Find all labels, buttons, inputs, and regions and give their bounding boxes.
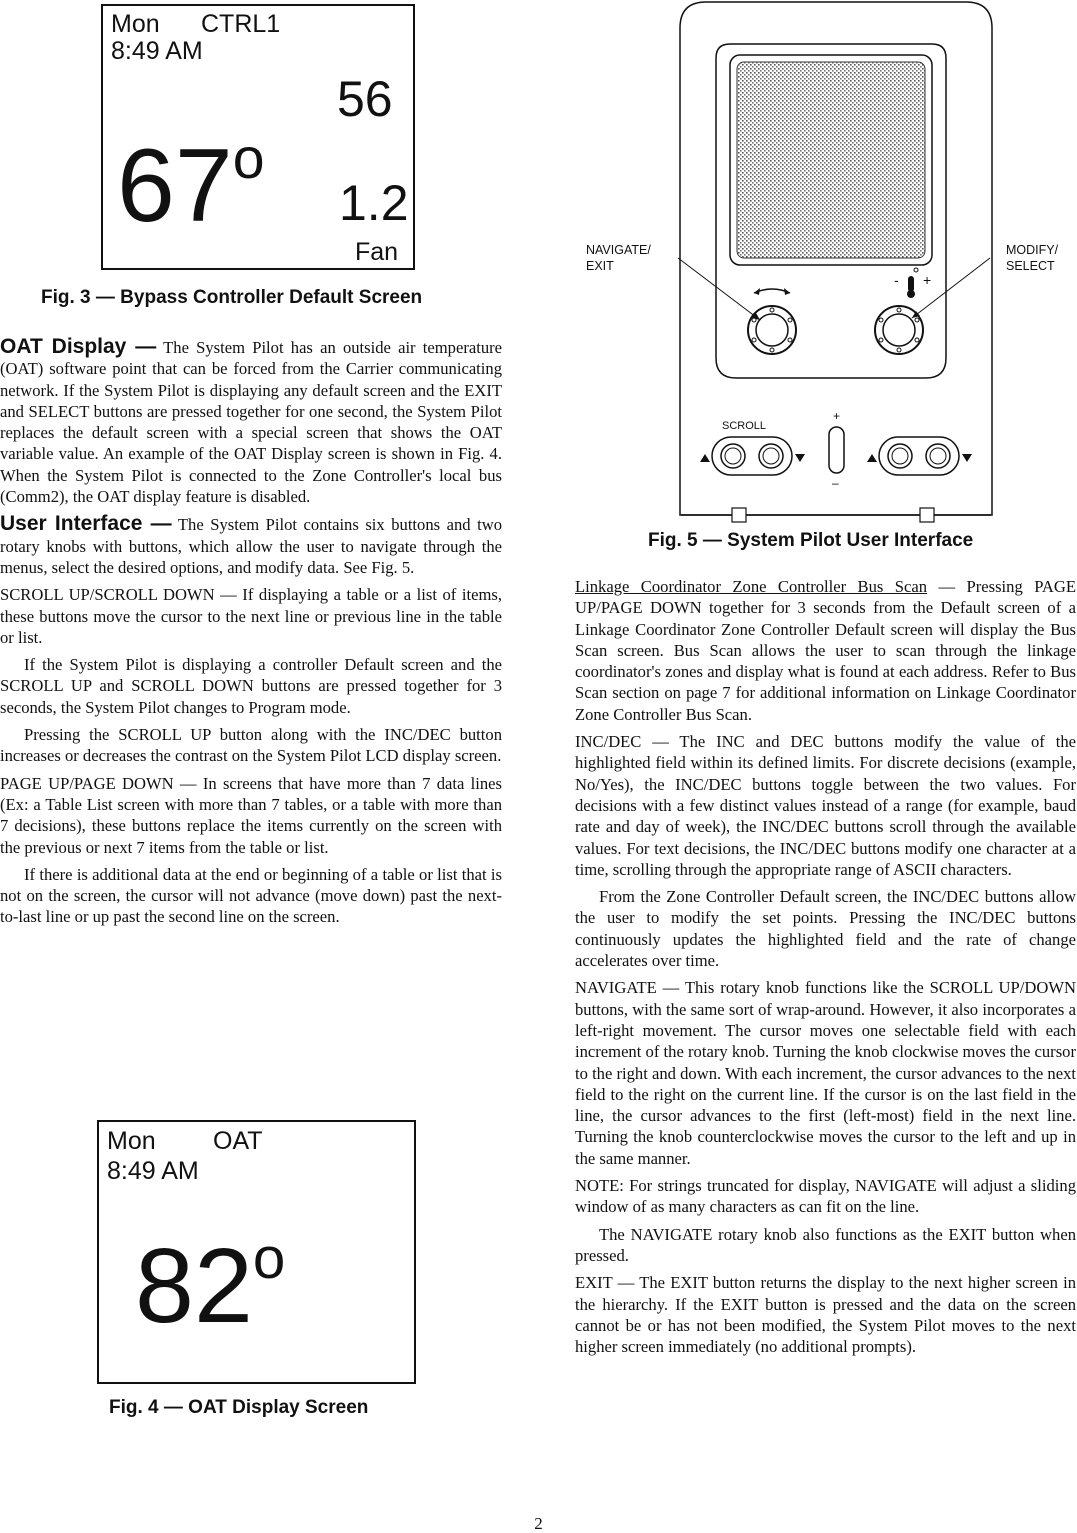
screen-oat-temperature: 82$^o$: [135, 1225, 286, 1345]
page-paragraph-1: PAGE UP/PAGE DOWN — In screens that have more than 7 data lines (Ex: a Table List screen with more than 7 tables, or a table with more than 7 decisions), these buttons replace the items currently on the screen with the previous or next 7 items from the table or list.: [0, 773, 502, 857]
navigate-exit-knob[interactable]: [748, 306, 796, 354]
linkage-title: Linkage Coordinator Zone Controller Bus Scan: [575, 577, 928, 596]
page-down-button[interactable]: [926, 444, 950, 468]
oat-display-screen: [97, 1120, 416, 1384]
incdec-paragraph-1: INC/DEC — The INC and DEC buttons modify the value of the highlighted field within its defined limits. For discrete decisions (example, No/Yes), the INC/DEC buttons toggle between the two values. For decisions with a few distinct values instead of a range (for example, baud rate and day of week), the INC/DEC buttons scroll through the available values. For text decisions, the INC/DEC buttons modify one character at a time, scrolling through the appropriate range of ASCII characters.: [575, 732, 1076, 879]
right-indicator-square: [920, 508, 934, 522]
note-paragraph: NOTE: For strings truncated for display, NAVIGATE will adjust a sliding window of as many characters as can fit on the line.: [575, 1176, 1076, 1217]
fig5-caption: Fig. 5 — System Pilot User Interface: [648, 530, 974, 551]
screen-day: Mon: [107, 1127, 156, 1155]
screen-mode: Fan: [355, 238, 399, 266]
navigate-label: NAVIGATE/: [586, 243, 651, 257]
screen-oat-label: OAT: [213, 1127, 263, 1155]
scroll-up-button[interactable]: [721, 444, 745, 468]
scroll-label: SCROLL: [722, 420, 767, 432]
system-pilot-diagram: [582, 0, 1077, 525]
system-pilot-device: [582, 0, 1077, 525]
plus-sign: +: [923, 272, 932, 288]
page-up-button[interactable]: [888, 444, 912, 468]
screen-day: Mon: [111, 10, 160, 38]
screen-time: 8:49 AM: [107, 1157, 199, 1185]
left-text-column: [0, 336, 502, 934]
degree-symbol: o: [252, 1225, 286, 1291]
screen-airflow-value: 1.2: [339, 175, 409, 231]
fig3-caption: Fig. 3 — Bypass Controller Default Screen: [41, 287, 423, 308]
dec-sign: –: [832, 476, 839, 490]
fig4-caption: Fig. 4 — OAT Display Screen: [109, 1397, 369, 1418]
incdec-paragraph-2: From the Zone Controller Default screen, the INC/DEC buttons allow the user to modify the set points. Pressing the INC/DEC buttons continuously updates the highlighted field and the rate of change accelerates over time.: [575, 887, 1076, 971]
screen-time: 8:49 AM: [111, 37, 203, 65]
navigate-paragraph-1: NAVIGATE — This rotary knob functions like the SCROLL UP/DOWN buttons, with the same sort of wrap-around. However, it also incorporates a left-right movement. The cursor moves one selectable field with each increment of the rotary knob. Turning the knob clockwise moves the cursor to the right and down. With each increment, the cursor advances to the next field to the right on the current line. If the cursor is on the last field in the line, the cursor advances to the first (left-most) field in the next line. Turning the knob counterclockwise moves the cursor to the left and up in the same manner.: [575, 978, 1076, 1168]
screen-temperature: 67$^o$: [117, 126, 265, 244]
inc-dec-button: [829, 427, 844, 473]
screen-top-value: 56: [337, 71, 393, 127]
page-paragraph-2: If there is additional data at the end or beginning of a table or list that is not on the screen, the cursor will not advance (move down) past the next-to-last line or up past the second line on the screen.: [0, 864, 502, 927]
lcd-display: [737, 62, 925, 258]
degree-symbol: o: [232, 126, 265, 191]
right-text-column: [575, 576, 1076, 1363]
scroll-down-button[interactable]: [759, 444, 783, 468]
oat-display-paragraph: OAT Display — The System Pilot has an outside air temperature (OAT) software point that can be forced from the Carrier communicating network. If the System Pilot is displaying any default screen and the EXIT and SELECT buttons are pressed together for one second, the System Pilot replaces the default screen with a special screen that shows the OAT variable value. An example of the OAT Display screen is shown in Fig. 4. When the System Pilot is connected to the Zone Controller's local bus (Comm2), the OAT display feature is disabled.: [0, 335, 503, 507]
linkage-paragraph: Linkage Coordinator Zone Controller Bus Scan — Pressing PAGE UP/PAGE DOWN together for 3 seconds from the Default screen of a Linkage Coordinator Zone Controller Default screen will display the Bus Scan screen. Bus Scan allows the user to scan through the linkage coordinator's zones and display what is found at each address. Refer to Bus Scan section on page 7 for additional information on Linkage Coordinator Zone Controller Bus Scan.: [575, 577, 1076, 724]
oat-display-heading: OAT Display —: [0, 335, 157, 358]
user-interface-paragraph: User Interface — The System Pilot contains six buttons and two rotary knobs with buttons, which allow the user to navigate through the menus, select the desired options, and modify data. See Fig. 5.: [0, 512, 502, 577]
scroll-paragraph-1: SCROLL UP/SCROLL DOWN — If displaying a table or a list of items, these buttons move the cursor to the next line or previous line in the table or list.: [0, 585, 502, 647]
scroll-paragraph-3: Pressing the SCROLL UP button along with the INC/DEC button increases or decreases the contrast on the System Pilot LCD display screen.: [0, 725, 502, 766]
user-interface-heading: User Interface —: [0, 512, 172, 536]
exit-label: EXIT: [586, 259, 614, 273]
scroll-paragraph-2: If the System Pilot is displaying a controller Default screen and the SCROLL UP and SCROLL DOWN buttons are pressed together for 3 seconds, the System Pilot changes to Program mode.: [0, 655, 502, 717]
minus-sign: -: [894, 272, 899, 288]
screen-controller-name: CTRL1: [201, 10, 281, 38]
navigate-paragraph-2: The NAVIGATE rotary knob also functions as the EXIT button when pressed.: [575, 1224, 1076, 1265]
page-number: 2: [534, 1514, 543, 1533]
modify-label: MODIFY/: [1006, 243, 1059, 257]
select-label: SELECT: [1006, 259, 1055, 273]
bypass-controller-default-screen: [101, 4, 415, 270]
exit-paragraph: EXIT — The EXIT button returns the display to the next higher screen in the hierarchy. If the EXIT button is pressed and the data on the screen cannot be or has not been modified, the System Pilot moves to the next higher screen immediately (no additional prompts).: [575, 1273, 1076, 1357]
inc-sign: +: [833, 409, 841, 423]
left-indicator-square: [732, 508, 746, 522]
